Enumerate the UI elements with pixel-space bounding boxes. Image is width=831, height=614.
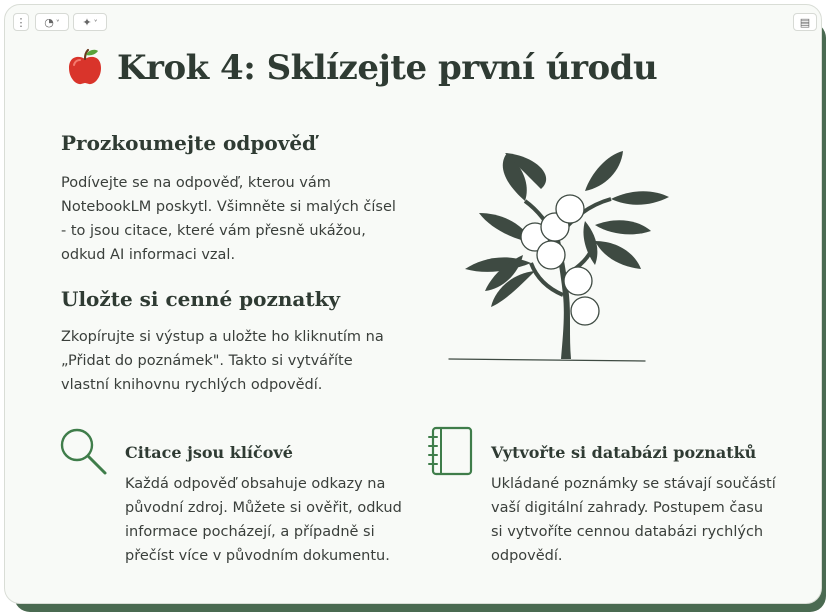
- text-line: si vytvoříte cennou databázi rychlých: [491, 524, 764, 540]
- text-line: Každá odpověď obsahuje odkazy na: [125, 476, 386, 492]
- text-line: odpovědí.: [491, 548, 563, 564]
- save-text: [61, 325, 401, 397]
- citations-text: [125, 472, 415, 568]
- text-line: „Přidat do poznámek". Takto si vytváříte: [61, 353, 353, 369]
- chevron-down-icon: ˅: [55, 19, 60, 28]
- text-line: NotebookLM poskytl. Všimněte si malých čísel: [61, 199, 396, 215]
- text-line: odkud AI informaci vzal.: [61, 247, 236, 263]
- document-icon[interactable]: ▤: [793, 13, 817, 31]
- database-text: [491, 472, 791, 568]
- save-heading: Uložte si cenné poznatky: [61, 287, 341, 311]
- theme-dropdown-button[interactable]: [35, 13, 69, 31]
- slide-card: [4, 4, 822, 604]
- text-line: přečíst více v původním dokumentu.: [125, 548, 390, 564]
- text-line: Ukládané poznámky se stávají součástí: [491, 476, 776, 492]
- text-line: vaší digitální zahrady. Postupem času: [491, 500, 764, 516]
- notebook-icon: [427, 425, 475, 477]
- palette-icon: ◔: [44, 16, 54, 29]
- ai-dropdown-button[interactable]: [73, 13, 107, 31]
- database-heading: Vytvořte si databázi poznatků: [491, 443, 757, 462]
- explore-text: [61, 171, 401, 267]
- text-line: informace pocházejí, a případně si: [125, 524, 375, 540]
- apple-icon: [65, 47, 105, 87]
- text-line: Podívejte se na odpověď, kterou vám: [61, 175, 331, 191]
- fruit-tree-illustration: [445, 145, 675, 365]
- text-line: - to jsou citace, které vám přesně ukážou,: [61, 223, 366, 239]
- text-line: původní zdroj. Můžete si ověřit, odkud: [125, 500, 402, 516]
- text-line: vlastní knihovnu rychlých odpovědí.: [61, 377, 323, 393]
- page-title: Krok 4: Sklízejte první úrodu: [117, 48, 658, 88]
- chevron-down-icon: ˅: [93, 19, 98, 28]
- text-line: Zkopírujte si výstup a uložte ho kliknutím na: [61, 329, 384, 345]
- sparkle-icon: ✦: [82, 16, 92, 29]
- citations-heading: Citace jsou klíčové: [125, 443, 293, 462]
- kebab-vertical-icon[interactable]: ⋮: [13, 13, 29, 31]
- magnifier-icon: [59, 427, 109, 477]
- explore-heading: Prozkoumejte odpověď: [61, 131, 317, 155]
